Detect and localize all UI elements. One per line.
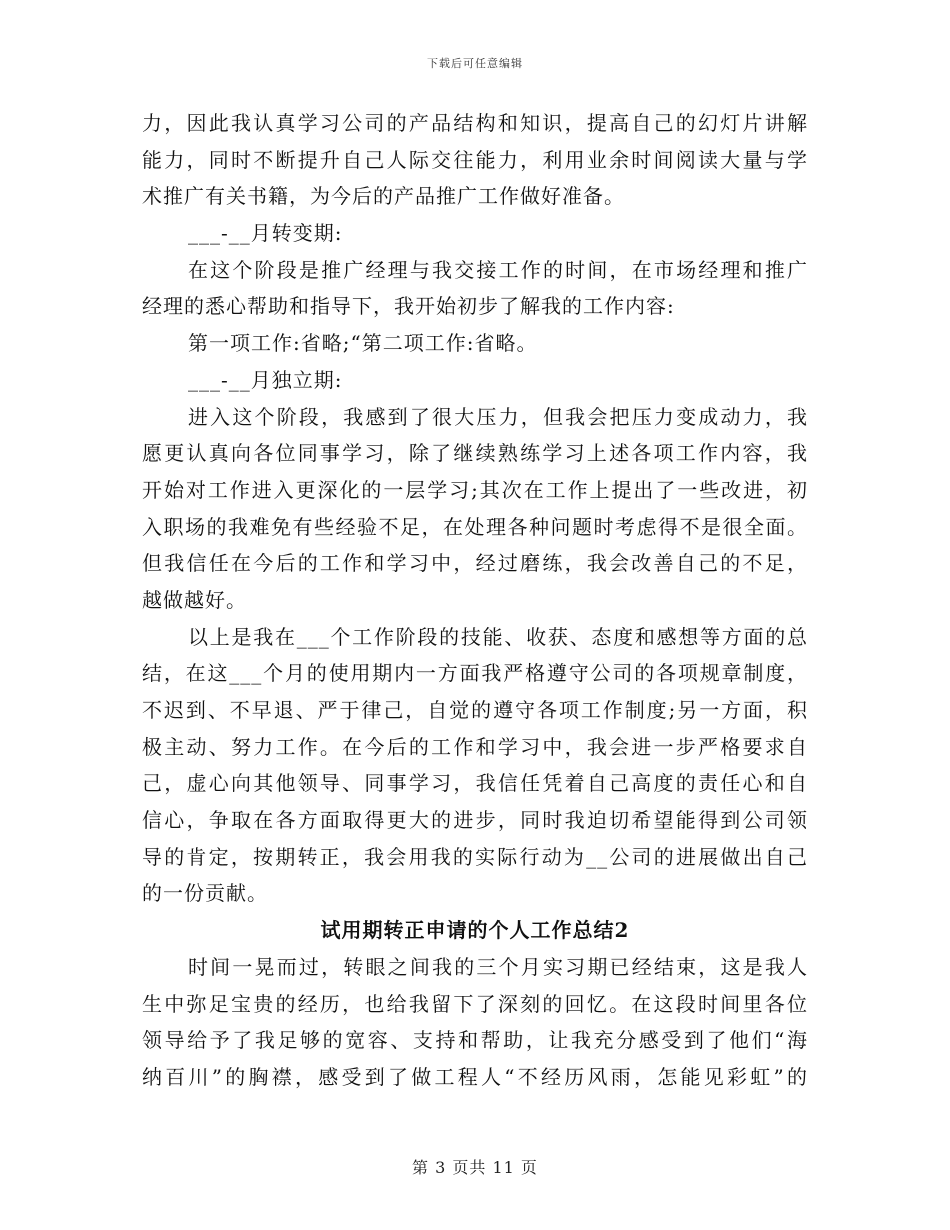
document-body — [142, 105, 808, 1096]
text-line: 己，虚心向其他领导、同事学习，我信任凭着自己高度的责任心和自 — [142, 771, 808, 796]
page-header: 下载后可任意编辑 — [427, 57, 523, 70]
text-line: 经理的悉心帮助和指导下，我开始初步了解我的工作内容: — [142, 294, 675, 319]
text-line: 术推广有关书籍，为今后的产品推广工作做好准备。 — [142, 184, 625, 209]
text-line: 以上是我在___个工作阶段的技能、收获、态度和感想等方面的总 — [188, 624, 808, 649]
section-heading: 试用期转正申请的个人工作总结2 — [320, 918, 630, 943]
text-line: 进入这个阶段，我感到了很大压力，但我会把压力变成动力，我 — [188, 404, 808, 429]
text-line: 导的肯定，按期转正，我会用我的实际行动为__公司的进展做出自己 — [142, 844, 808, 869]
text-line: 力，因此我认真学习公司的产品结构和知识，提高自己的幻灯片讲解 — [142, 111, 808, 135]
text-line: 结，在这___个月的使用期内一方面我严格遵守公司的各项规章制度， — [142, 661, 808, 686]
text-line: 的一份贡献。 — [142, 881, 268, 906]
text-line: 开始对工作进入更深化的一层学习;其次在工作上提出了一些改进，初 — [142, 477, 808, 502]
text-line: 第一项工作:省略;“第二项工作:省略。 — [188, 331, 538, 356]
text-line: 不迟到、不早退、严于律己，自觉的遵守各项工作制度;另一方面，积 — [142, 698, 808, 722]
text-line: 领导给予了我足够的宽容、支持和帮助，让我充分感受到了他们“海 — [142, 1028, 808, 1053]
text-line: 在这个阶段是推广经理与我交接工作的时间，在市场经理和推广 — [188, 257, 808, 282]
text-line: 能力，同时不断提升自己人际交往能力，利用业余时间阅读大量与学 — [142, 147, 808, 172]
section-label: ___-__月转变期: — [188, 221, 343, 246]
text-line: 愿更认真向各位同事学习，除了继续熟练学习上述各项工作内容，我 — [142, 441, 808, 466]
text-line: 纳百川”的胸襟，感受到了做工程人“不经历风雨，怎能见彩虹”的 — [142, 1064, 808, 1089]
text-line: 越做越好。 — [142, 587, 247, 612]
text-line: 极主动、努力工作。在今后的工作和学习中，我会进一步严格要求自 — [142, 734, 808, 759]
text-line: 但我信任在今后的工作和学习中，经过磨练，我会改善自己的不足， — [142, 551, 808, 576]
text-line: 时间一晃而过，转眼之间我的三个月实习期已经结束，这是我人 — [188, 954, 808, 979]
text-line: 信心，争取在各方面取得更大的进步，同时我迫切希望能得到公司领 — [142, 808, 808, 833]
text-line: 生中弥足宝贵的经历，也给我留下了深刻的回忆。在这段时间里各位 — [142, 991, 808, 1016]
section-label: ___-__月独立期: — [188, 367, 343, 392]
text-line: 入职场的我难免有些经验不足，在处理各种问题时考虑得不是很全面。 — [142, 514, 808, 539]
page-number-footer: 第 3 页共 11 页 — [412, 1158, 538, 1177]
